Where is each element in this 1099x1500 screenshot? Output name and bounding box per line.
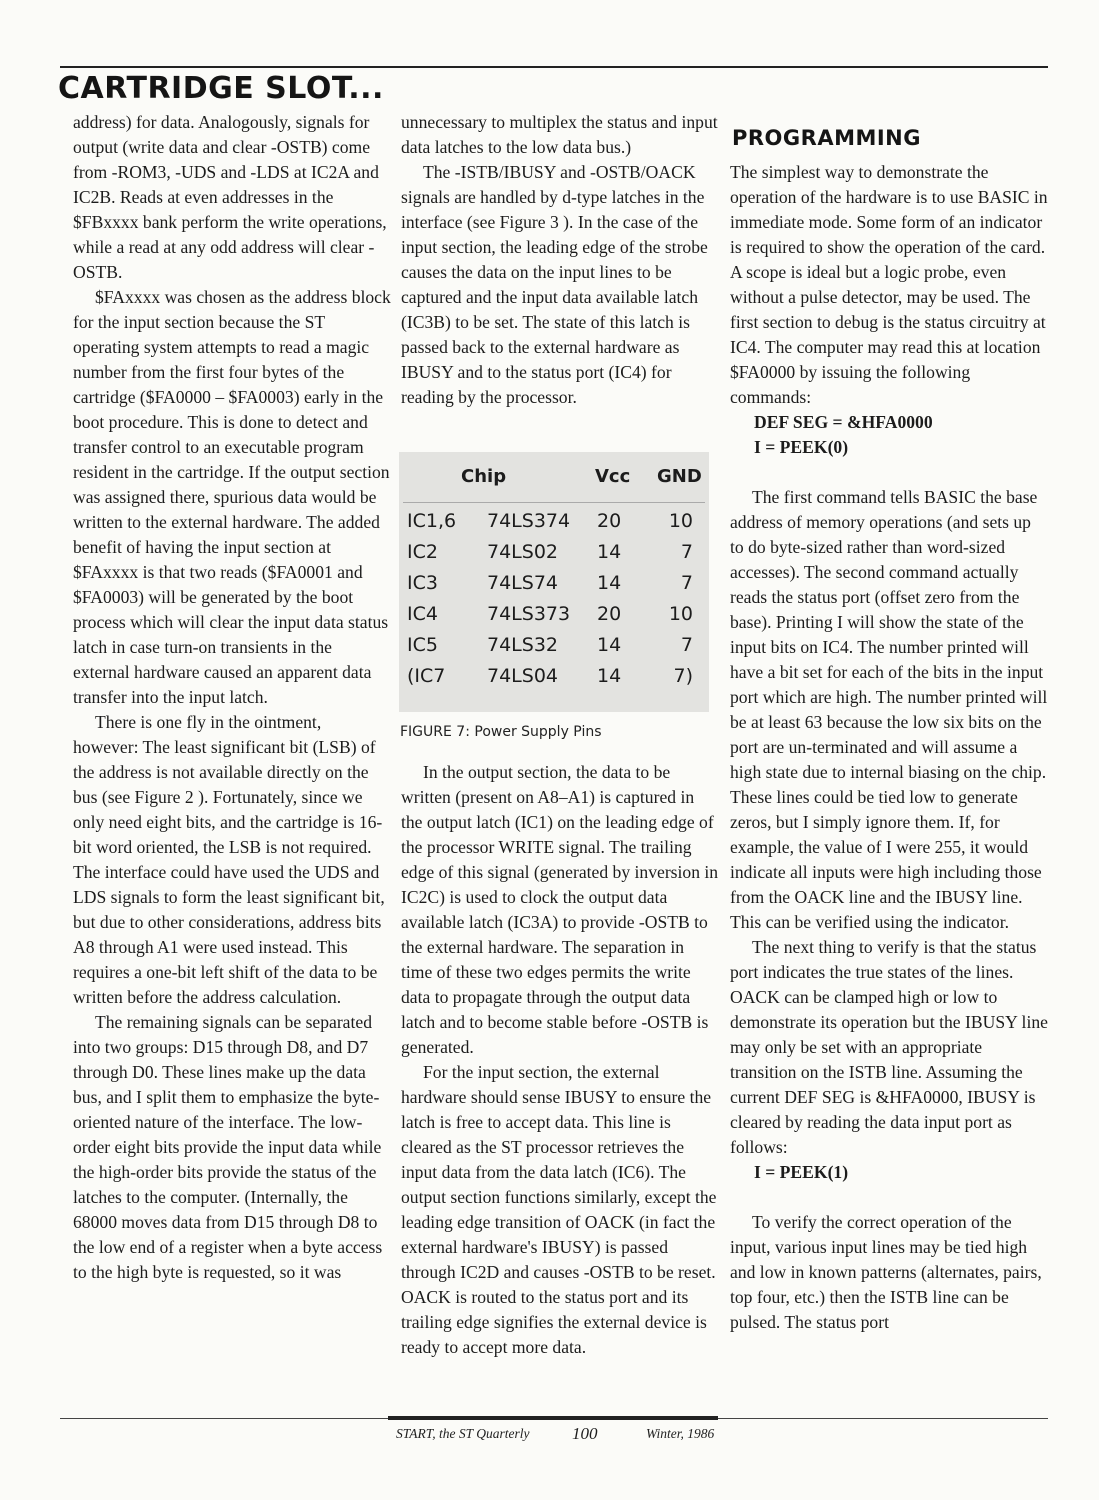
chip-gnd: 7	[680, 572, 693, 594]
chip-gnd: 10	[668, 510, 693, 532]
table-divider	[403, 502, 705, 503]
chip-gnd: 7	[680, 541, 693, 563]
table-header-row	[399, 466, 709, 496]
top-rule	[60, 66, 1048, 68]
chip-part: 74LS373	[487, 603, 571, 625]
column-middle-lower	[401, 760, 719, 1360]
chip-vcc: 20	[597, 510, 622, 532]
col2-paragraph-4: For the input section, the external hardware should sense IBUSY to ensure the latch is free to accept data. This line is cleared as the ST processor retrieves the input data from the data latch (IC6). The output section functions similarly, except the leading edge transition of OACK (in fact the external hardware's IBUSY) is passed through IC2D and causes -OSTB to be reset. OACK is routed to the status port and its trailing edge signifies the external device is ready to accept more data.	[401, 1062, 717, 1357]
header-gnd: GND	[657, 466, 702, 487]
chip-vcc: 14	[597, 572, 622, 594]
column-right	[730, 160, 1048, 1335]
chip-vcc: 14	[597, 665, 622, 687]
col2-paragraph-3: In the output section, the data to be written (present on A8–A1) is captured in the output latch (IC1) on the leading edge of the processor WRITE signal. The trailing edge of this signal (generated by inversion in IC2C) is used to clock the output data available latch (IC3A) to provide -OSTB to the external hardware. The separation in time of these two edges permits the write data to propagate through the output data latch and to become stable before -OSTB is generated.	[401, 762, 719, 1057]
spacer	[730, 460, 1048, 485]
footer-issue: Winter, 1986	[646, 1426, 715, 1441]
chip-id: IC3	[407, 572, 438, 594]
chip-vcc: 20	[597, 603, 622, 625]
section-heading-programming: PROGRAMMING	[732, 126, 921, 150]
chip-vcc: 14	[597, 541, 622, 563]
article-header: CARTRIDGE SLOT...	[58, 71, 384, 106]
col3-paragraph-3: The next thing to verify is that the status port indicates the true states of the lines. OACK can be clamped high or low to demonstrate its operation but the IBUSY line may only be set with an appropriate transition on the ISTB line. Assuming the current DEF SEG is &HFA0000, IBUSY is cleared by reading the data input port as follows:	[730, 937, 1048, 1157]
table-row	[399, 603, 709, 633]
col1-paragraph-1: address) for data. Analogously, signals for output (write data and clear -OSTB) come from -ROM3, -UDS and -LDS at IC2A and IC2B. Reads at even addresses in the $FBxxxx bank perform the write operations, while a read at any odd address will clear -OSTB.	[73, 112, 387, 282]
chip-gnd: 7)	[673, 665, 693, 687]
table-row	[399, 665, 709, 695]
footer-magazine: START, the ST Quarterly	[396, 1426, 530, 1441]
table-row	[399, 541, 709, 571]
col1-paragraph-4: The remaining signals can be separated into two groups: D15 through D8, and D7 through D0. These lines make up the data bus, and I split them to emphasize the byte-oriented nature of the interface. The low-order eight bits provide the input data while the high-order bits provide the status of the latches to the computer. (Internally, the 68000 moves data from D15 through D8 to the low end of a register when a byte access to the high byte is requested, so it was	[73, 1012, 383, 1282]
footer-page-number: 100	[572, 1424, 598, 1443]
col2-paragraph-2: The -ISTB/IBUSY and -OSTB/OACK signals are handled by d-type latches in the interface (see Figure 3 ). In the case of the input section, the leading edge of the strobe causes the data on the input lines to be captured and the input data available latch (IC3B) to be set. The state of this latch is passed back to the external hardware as IBUSY and to the status port (IC4) for reading by the processor.	[401, 162, 708, 407]
chip-part: 74LS32	[487, 634, 558, 656]
chip-id: IC5	[407, 634, 438, 656]
table-row	[399, 510, 709, 540]
chip-part: 74LS04	[487, 665, 558, 687]
power-supply-pins-table	[399, 452, 709, 712]
col3-paragraph-1: The simplest way to demonstrate the operation of the hardware is to use BASIC in immediate mode. Some form of an indicator is required to show the operation of the card. A scope is ideal but a logic probe, even without a pulse detector, may be used. The first section to debug is the status circuitry at IC4. The computer may read this at location $FA0000 by issuing the following commands:	[730, 162, 1048, 407]
header-chip: Chip	[461, 466, 507, 487]
col3-paragraph-2: The first command tells BASIC the base address of memory operations (and sets up to do byte-sized rather than word-sized accesses). The second command actually reads the status port (offset zero from the base). Printing I will show the state of the input bits on IC4. The number printed will have a bit set for each of the bits in the input port which are high. The number printed will be at least 63 because the low six bits on the port are un-terminated and will assume a high state due to internal biasing on the chip. These lines could be tied low to generate zeros, but I simply ignore them. If, for example, the value of I were 255, it would indicate all inputs were high including those from the OACK line and the IBUSY line. This can be verified using the indicator.	[730, 487, 1048, 932]
col1-paragraph-2: $FAxxxx was chosen as the address block for the input section because the ST operating system attempts to read a magic number from the first four bytes of the cartridge ($FA0000 – $FA0003) early in the boot procedure. This is done to detect and transfer control to an executable program resident in the cartridge. If the output section was assigned there, spurious data would be written to the external hardware. The added benefit of having the input section at $FAxxxx is that two reads ($FA0001 and $FA0003) will be generated by the boot process which will clear the input data status latch in case turn-on transients in the external hardware caused an apparent data transfer into the input latch.	[73, 287, 391, 707]
column-middle	[401, 110, 719, 410]
chip-id: IC4	[407, 603, 438, 625]
footer-bar	[388, 1416, 718, 1420]
chip-gnd: 10	[668, 603, 693, 625]
chip-part: 74LS374	[487, 510, 571, 532]
chip-part: 74LS74	[487, 572, 558, 594]
col2-paragraph-1: unnecessary to multiplex the status and input data latches to the low data bus.)	[401, 112, 718, 157]
figure-caption: FIGURE 7: Power Supply Pins	[400, 724, 602, 740]
chip-id: IC1,6	[407, 510, 457, 532]
col1-paragraph-3: There is one fly in the ointment, however: The least significant bit (LSB) of the address is not available directly on the bus (see Figure 2 ). Fortunately, since we only need eight bits, and the cartridge is 16-bit word oriented, the LSB is not required. The interface could have used the UDS and LDS signals to form the least significant bit, but due to other considerations, address bits A8 through A1 were used instead. This requires a one-bit left shift of the data to be written before the address calculation.	[73, 712, 385, 1007]
table-row	[399, 634, 709, 664]
chip-gnd: 7	[680, 634, 693, 656]
chip-id: (IC7	[407, 665, 446, 687]
col3-paragraph-4: To verify the correct operation of the input, various input lines may be tied high and low in known patterns (alternates, pairs, top four, etc.) then the ISTB line can be pulsed. The status port	[730, 1212, 1042, 1332]
chip-vcc: 14	[597, 634, 622, 656]
column-left	[73, 110, 391, 1285]
code-line-def-seg: DEF SEG = &HFA0000	[754, 412, 933, 432]
code-line-peek-0: I = PEEK(0)	[754, 437, 849, 457]
spacer	[730, 1185, 1048, 1210]
header-vcc: Vcc	[595, 466, 631, 487]
table-row	[399, 572, 709, 602]
code-line-peek-1: I = PEEK(1)	[754, 1162, 849, 1182]
chip-part: 74LS02	[487, 541, 558, 563]
chip-id: IC2	[407, 541, 438, 563]
